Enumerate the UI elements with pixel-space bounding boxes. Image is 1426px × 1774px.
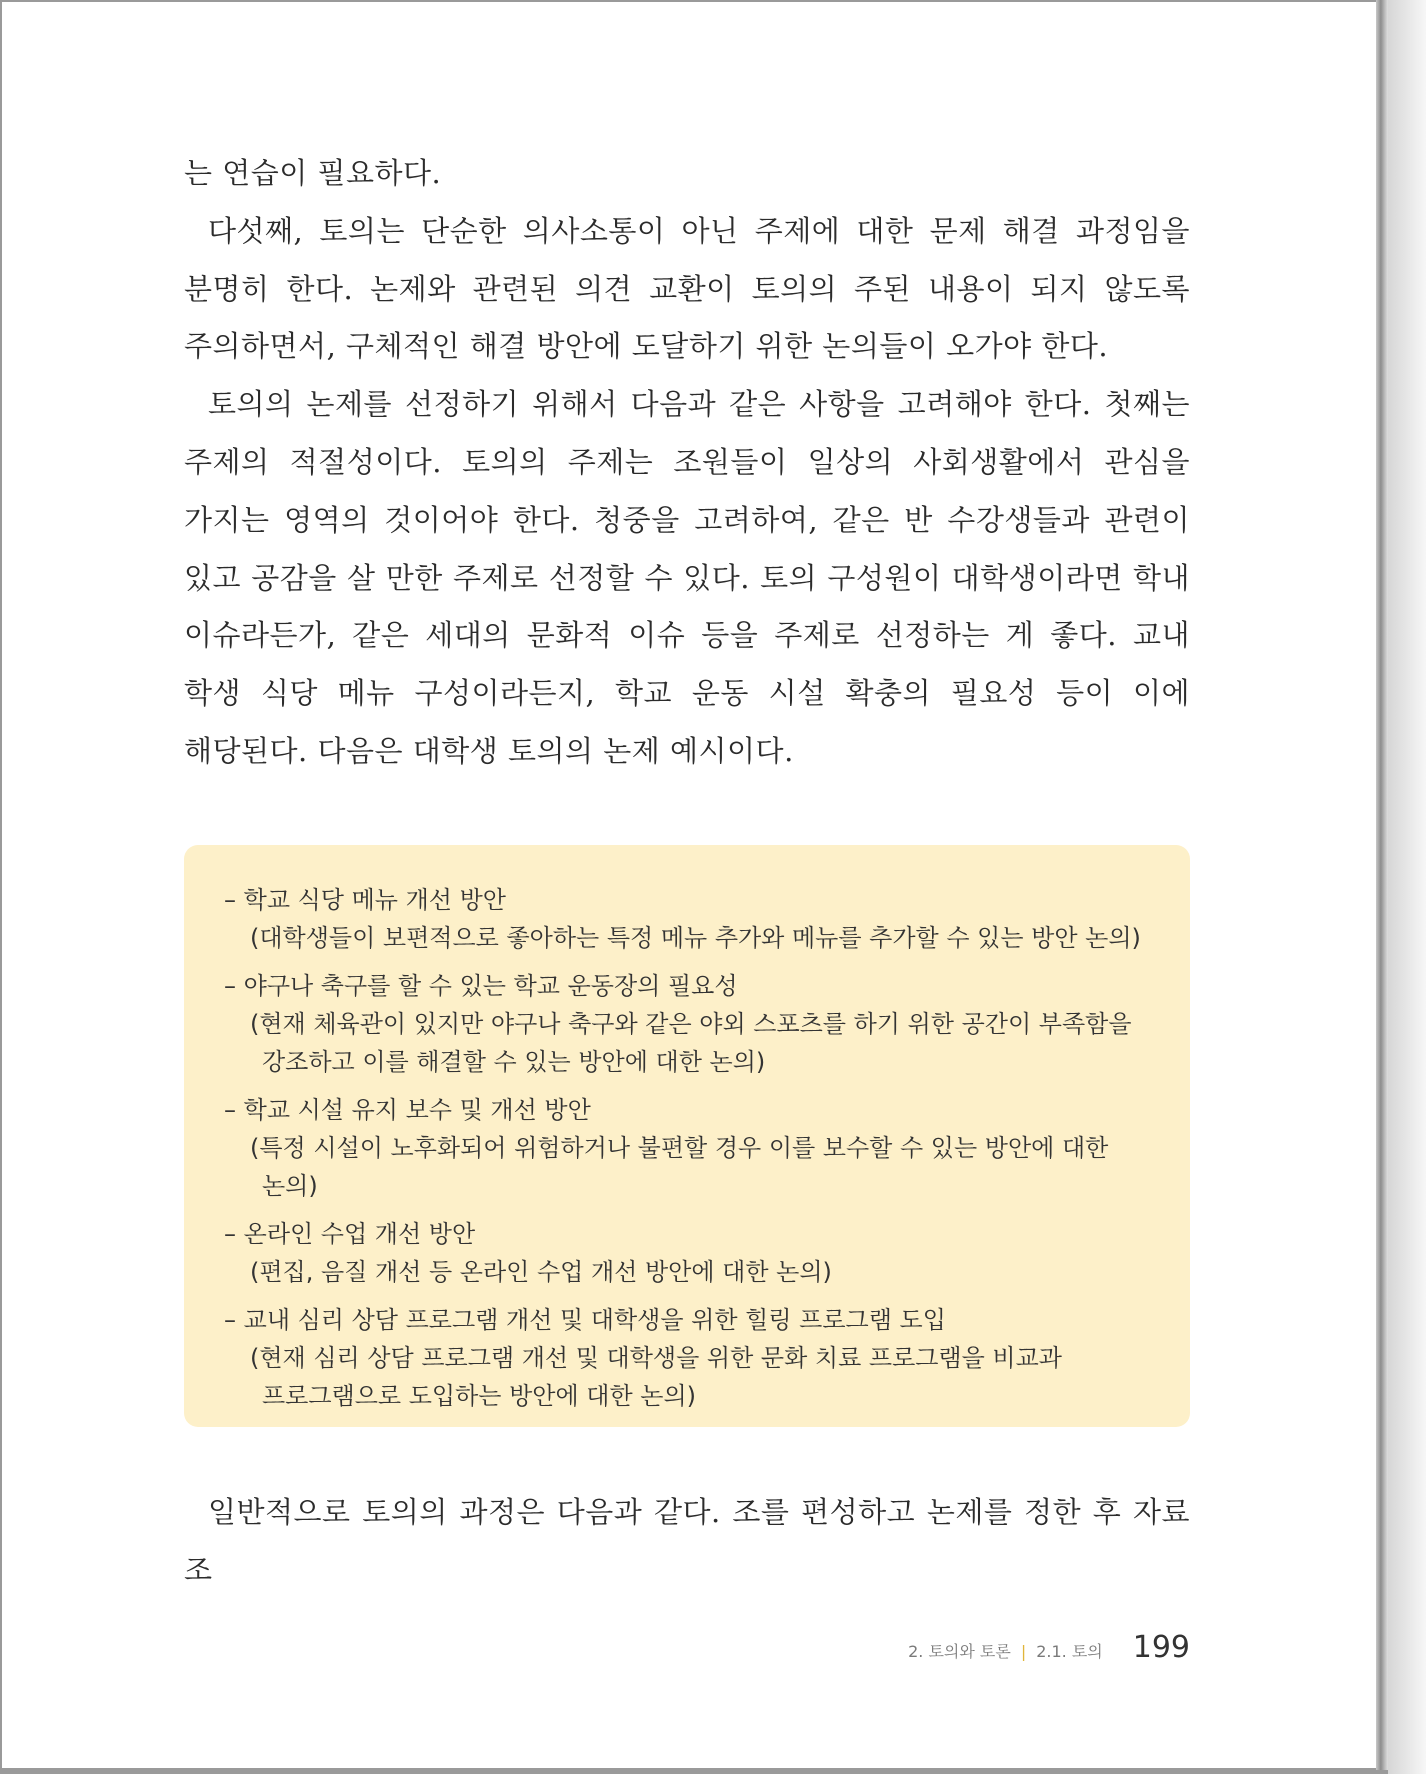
example-item xyxy=(224,1215,1146,1291)
page-shadow xyxy=(1388,0,1426,1774)
example-item xyxy=(224,1301,1146,1415)
example-detail: (현재 심리 상담 프로그램 개선 및 대학생을 위한 문화 치료 프로그램을 비교과 프로그램으로 도입하는 방안에 대한 논의) xyxy=(250,1344,1062,1410)
example-detail: (대학생들이 보편적으로 좋아하는 특정 메뉴 추가와 메뉴를 추가할 수 있는 방안 논의) xyxy=(250,924,1141,952)
footer-separator: | xyxy=(1020,1642,1027,1661)
example-detail: (편집, 음질 개선 등 온라인 수업 개선 방안에 대한 논의) xyxy=(250,1258,832,1286)
example-item xyxy=(224,1091,1146,1205)
example-item xyxy=(224,967,1146,1081)
paragraph-continuation: 는 연습이 필요하다. xyxy=(184,156,442,190)
paragraph-topic-selection: 토의의 논제를 선정하기 위해서 다음과 같은 사항을 고려해야 한다. 첫째는 주제의 적절성이다. 토의의 주제는 조원들이 일상의 사회생활에서 관심을 가지는 영역의 것이어야 한다. 청중을 고려하여, 같은 반 수강생들과 관련이 있고 공감을 살 만한 주제로 선정할 수 있다. 토의 구성원이 대학생이라면 학내 이슈라든가, 같은 세대의 문화적 이슈 등을 주제로 선정하는 게 좋다. 교내 학생 식당 메뉴 구성이라든지, 학교 운동 시설 확충의 필요성 등이 이에 해당된다. 다음은 대학생 토의의 논제 예시이다. xyxy=(184,387,1190,768)
example-topics-box xyxy=(184,845,1190,1427)
example-detail: (현재 체육관이 있지만 야구나 축구와 같은 야외 스포츠를 하기 위한 공간이 부족함을 강조하고 이를 해결할 수 있는 방안에 대한 논의) xyxy=(250,1010,1132,1076)
example-item xyxy=(224,881,1146,957)
page-number: 199 xyxy=(1132,1630,1190,1665)
book-spine-edge xyxy=(1376,0,1388,1774)
example-title: – 야구나 축구를 할 수 있는 학교 운동장의 필요성 xyxy=(224,972,738,1000)
footer-chapter: 2. 토의와 토론 xyxy=(908,1642,1011,1661)
closing-text xyxy=(184,1484,1190,1600)
footer-section: 2.1. 토의 xyxy=(1036,1642,1103,1661)
body-text xyxy=(184,145,1190,781)
example-detail: (특정 시설이 노후화되어 위험하거나 불편할 경우 이를 보수할 수 있는 방안에 대한 논의) xyxy=(250,1134,1109,1200)
paragraph-discussion-process: 일반적으로 토의의 과정은 다음과 같다. 조를 편성하고 논제를 정한 후 자료 조 xyxy=(184,1495,1190,1587)
page-bottom-edge xyxy=(0,1770,1388,1774)
example-title: – 교내 심리 상담 프로그램 개선 및 대학생을 위한 힐링 프로그램 도입 xyxy=(224,1306,946,1334)
example-title: – 학교 식당 메뉴 개선 방안 xyxy=(224,886,506,914)
page-footer xyxy=(908,1630,1190,1665)
paragraph-fifth-point: 다섯째, 토의는 단순한 의사소통이 아닌 주제에 대한 문제 해결 과정임을 분명히 한다. 논제와 관련된 의견 교환이 토의의 주된 내용이 되지 않도록 주의하면서, 구체적인 해결 방안에 도달하기 위한 논의들이 오가야 한다. xyxy=(184,213,1190,364)
example-title: – 학교 시설 유지 보수 및 개선 방안 xyxy=(224,1096,591,1124)
example-title: – 온라인 수업 개선 방안 xyxy=(224,1220,476,1248)
